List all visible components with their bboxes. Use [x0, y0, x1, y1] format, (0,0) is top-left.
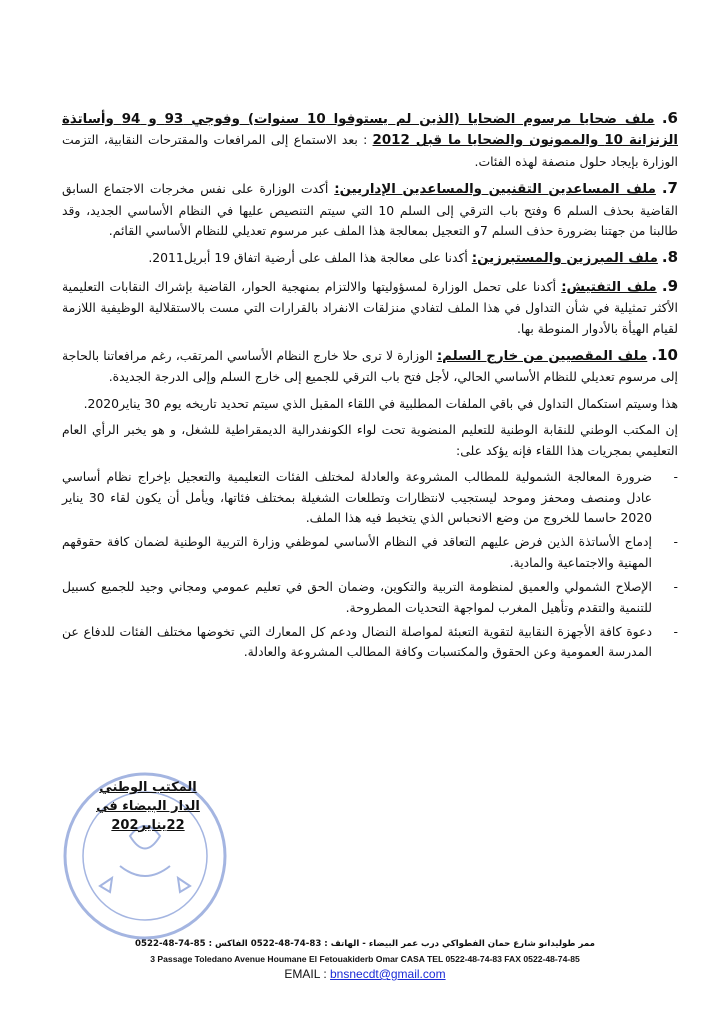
- signature-place-date: الدار البيضاء في 22يناير202: [96, 799, 200, 833]
- list-item: [62, 532, 678, 573]
- dash-bullet: -: [673, 623, 678, 639]
- item-title: ملف المساعدين التقنيين والمساعدين الإداريين:: [334, 182, 656, 198]
- item-text: : بعد الاستماع إلى المرافعات والمقترحات النقابية، التزمت الوزارة بإيجاد حلول منصفة لهذه الفئات.: [62, 132, 678, 169]
- item-title: ملف المبرزين والمستبرزين:: [471, 251, 658, 267]
- item-number: 10.: [651, 346, 678, 365]
- list-item-text: ضرورة المعالجة الشمولية للمطالب المشروعة والعادلة لمختلف الفئات التعليمية والتعجيل بإخراج نظام أساسي عادل ومنصف ومحفز وموحد ليستجيب لانتظارات وتطلعات الشغيلة بمختلف فئاتها، ويأمل أن يكون لقاء 30 يناير 2020 حاسما للخروج من وضع الانحباس الذي يتخبط فيه هذا الملف.: [62, 469, 653, 525]
- item-title: ملف المقصيين من خارج السلم:: [436, 349, 648, 365]
- dossier-item-9: [62, 276, 678, 339]
- item-number: 6.: [661, 109, 678, 127]
- demands-list: [62, 467, 678, 663]
- document-body: [62, 108, 678, 667]
- dash-bullet: -: [673, 469, 678, 485]
- signature-block: [68, 778, 228, 835]
- list-item: [62, 467, 678, 528]
- item-title: ملف التفتيش:: [561, 279, 657, 295]
- item-number: 9.: [661, 276, 678, 295]
- list-item-text: إدماج الأساتذة الذين فرض عليهم التعاقد في النظام الأساسي لموظفي وزارة التربية الوطنية لضمان كافة حقوقهم المهنية والاجتماعية والمادية.: [62, 534, 652, 570]
- dossier-item-6: [62, 108, 678, 172]
- followup-paragraph: هذا وسيتم استكمال التداول في باقي الملفات المطلبية في اللقاء المقبل الذي سيتم تحديد تاريخه يوم 30 يناير2020.: [83, 395, 678, 411]
- list-item-text: الإصلاح الشمولي والعميق لمنظومة التربية والتكوين، وضمان الحق في تعليم عمومي ومجاني وجيد للجميع كسبيل للتنمية والتقدم وتأهيل المغرب لمواجهة التحديات المطروحة.: [62, 579, 652, 615]
- list-item: [62, 622, 678, 663]
- signature-office: المكتب الوطني: [99, 780, 197, 795]
- item-text: أكدنا على تحمل الوزارة لمسؤوليتها والالتزام بمنهجية الحوار، القاضية بإشراك النقابات التعليمية الأكثر تمثيلية في شأن التداول في هذا الملف لتفادي منزلقات الانفراد بالقرارات التي مست بالاستقلالية الوظيفية اللازمة لقيام الهيأة بالأدوار المنوطة بها.: [62, 278, 678, 336]
- email-label: EMAIL :: [284, 967, 327, 981]
- item-text: الوزارة لا ترى حلا خارج النظام الأساسي المرتقب، رغم مرافعاتنا بالحاجة إلى مرسوم تعديلي للنظام الأساسي الحالي، لأجل فتح باب الترقي للجميع إلى خارج السلم وإلى الدرجة الجديدة.: [62, 348, 678, 385]
- dossier-item-10: [62, 345, 678, 388]
- footer-address-french: 3 Passage Toledano Avenue Houmane El Fetouakiderb Omar CASA TEL 0522-48-74-83 FAX 0522-48-74-85: [150, 954, 580, 964]
- item-title: ملف ضحايا مرسوم الضحايا (الذين لم يستوفوا 10 سنوات) وفوجي 93 و 94 وأساتذة الزنزانة 10 والممونون والضحايا ما قبل 2012: [62, 112, 678, 149]
- item-number: 7.: [661, 179, 678, 198]
- list-item-text: دعوة كافة الأجهزة النقابية لتقوية التعبئة لمواصلة النضال ودعم كل المعارك التي تخوضها مختلف الفئات للدفاع عن المدرسة العمومية وعن الحقوق والمكتسبات وكافة المطالب المشروعة والعادلة.: [62, 623, 652, 660]
- email-link[interactable]: bnsnecdt@gmail.com: [330, 967, 446, 981]
- footer-address-arabic: ممر طوليدانو شارع حمان الفطواكي درب عمر البيضاء - الهاتف : 83-74-48-0522 الفاكس : 85-74-48-0522: [135, 939, 595, 949]
- item-number: 8.: [661, 248, 678, 267]
- letterhead-footer: [60, 938, 670, 981]
- item-text: أكدنا على معالجة هذا الملف على أرضية اتفاق 19 أبريل2011.: [148, 250, 468, 266]
- list-item: [62, 577, 678, 618]
- intro-paragraph: إن المكتب الوطني للنقابة الوطنية للتعليم المنضوية تحت لواء الكونفدرالية الديمقراطية للشغل، و هو يخبر الرأي العام التعليمي بمجريات هذا اللقاء فإنه يؤكد على:: [62, 422, 678, 458]
- dash-bullet: -: [673, 579, 678, 595]
- footer-email-line: [60, 967, 670, 981]
- item-text: أكدت الوزارة على نفس مخرجات الاجتماع السابق القاضية بحذف السلم 6 وفتح باب الترقي إلى السلم 10 التي سيتم التنصيص عليها في النظام الأساسي الجديد، وقد طالبنا من جهتنا بضرورة حذف السلم 7و التعجيل بمعالجة هذا الملف عبر مرسوم تعديلي للنظام الأساسي القائم.: [62, 181, 678, 239]
- dossier-item-8: [62, 247, 678, 269]
- dossier-item-7: [62, 178, 678, 241]
- dash-bullet: -: [673, 534, 678, 550]
